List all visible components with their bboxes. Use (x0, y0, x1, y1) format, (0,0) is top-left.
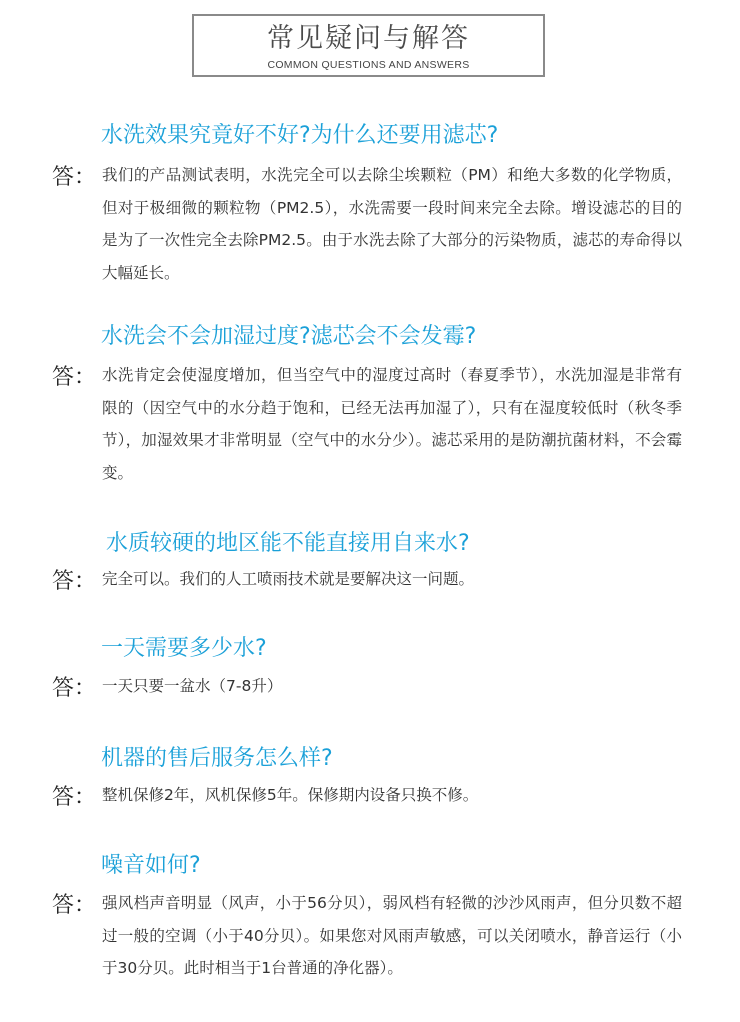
faq-answer-2: 水洗肯定会使湿度增加，但当空气中的湿度过高时（春夏季节），水洗加湿是非常有限的（因空气中的水分趋于饱和，已经无法再加湿了），只有在湿度较低时（秋冬季节），加湿效果才非常明显（空气中的水分少）。滤芯采用的是防潮抗菌材料，不会霉变。 (102, 366, 682, 482)
faq-answer-1: 我们的产品测试表明，水洗完全可以去除尘埃颗粒（PM）和绝大多数的化学物质，但对于极细微的颗粒物（PM2.5），水洗需要一段时间来完全去除。增设滤芯的目的是为了一次性完全去除PM2.5。由于水洗去除了大部分的污染物质，滤芯的寿命得以大幅延长。 (102, 166, 682, 282)
answer-prefix-3: 答： (52, 569, 97, 594)
header-box (192, 14, 545, 77)
faq-answer-3: 完全可以。我们的人工喷雨技术就是要解决这一问题。 (102, 570, 475, 588)
faq-question-5: 机器的售后服务怎么样? (101, 746, 333, 771)
answer-prefix-4: 答： (52, 676, 97, 701)
faq-question-6: 噪音如何? (101, 853, 201, 878)
faq-question-1: 水洗效果究竟好不好?为什么还要用滤芯? (101, 123, 499, 148)
answer-prefix-1: 答： (52, 165, 97, 190)
answer-prefix-6: 答： (52, 893, 97, 918)
faq-question-4: 一天需要多少水? (101, 636, 267, 661)
faq-answer-5: 整机保修2年，风机保修5年。保修期内设备只换不修。 (102, 786, 479, 804)
faq-question-2: 水洗会不会加湿过度?滤芯会不会发霉? (101, 324, 477, 349)
page-title: 常见疑问与解答 (267, 23, 470, 54)
answer-prefix-2: 答： (52, 365, 97, 390)
faq-answer-4: 一天只要一盆水（7-8升） (102, 677, 283, 695)
faq-question-3: 水质较硬的地区能不能直接用自来水? (106, 531, 470, 556)
faq-answer-6: 强风档声音明显（风声，小于56分贝），弱风档有轻微的沙沙风雨声，但分贝数不超过一般的空调（小于40分贝）。如果您对风雨声敏感，可以关闭喷水，静音运行（小于30分贝。此时相当于1台普通的净化器）。 (102, 894, 682, 977)
page-subtitle: COMMON QUESTIONS AND ANSWERS (267, 59, 470, 71)
answer-prefix-5: 答： (52, 785, 97, 810)
